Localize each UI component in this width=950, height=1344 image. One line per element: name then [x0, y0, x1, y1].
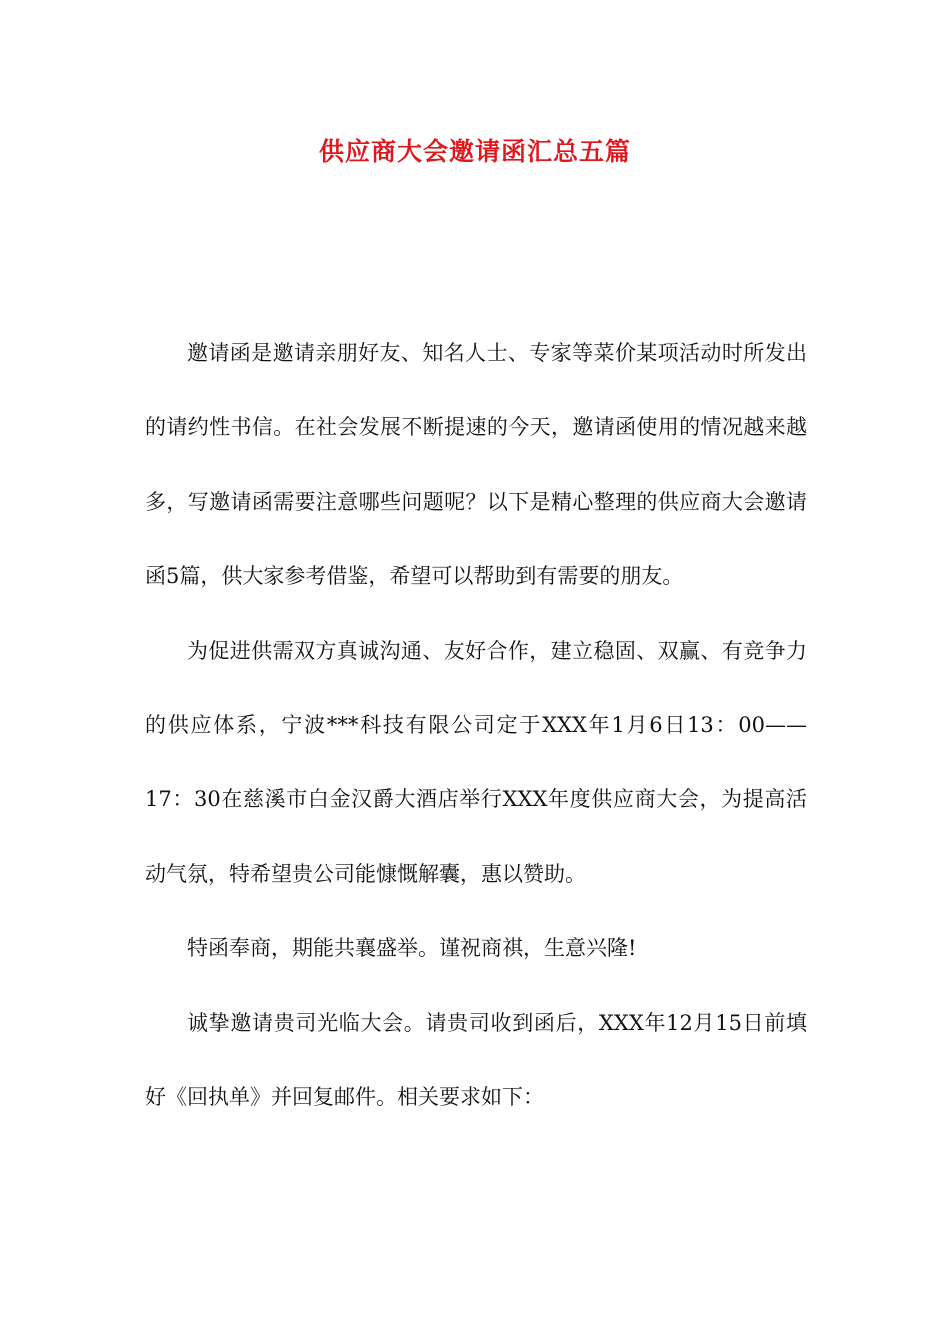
paragraph-purpose: 为促进供需双方真诚沟通、友好合作，建立稳固、双赢、有竞争力的供应体系，宁波***科技有限公司定于XXX年1月6日13：00——17：30在慈溪市白金汉爵大酒店举行XXX年度供应商大会，为提高活动气氛，特希望贵公司能慷慨解囊，惠以赞助。: [145, 638, 807, 886]
document-body: [145, 316, 807, 1134]
paragraph-greeting: 特函奉商，期能共襄盛举。谨祝商祺，生意兴隆!: [187, 936, 637, 961]
document-title: 供应商大会邀请函汇总五篇: [318, 137, 631, 166]
paragraph-intro: 邀请函是邀请亲朋好友、知名人士、专家等菜价某项活动时所发出的请约性书信。在社会发展不断提速的今天，邀请函使用的情况越来越多，写邀请函需要注意哪些问题呢？以下是精心整理的供应商大会邀请函5篇，供大家参考借鉴，希望可以帮助到有需要的朋友。: [145, 341, 807, 589]
paragraph-request: 诚挚邀请贵司光临大会。请贵司收到函后，XXX年12月15日前填好《回执单》并回复邮件。相关要求如下：: [145, 1010, 807, 1110]
